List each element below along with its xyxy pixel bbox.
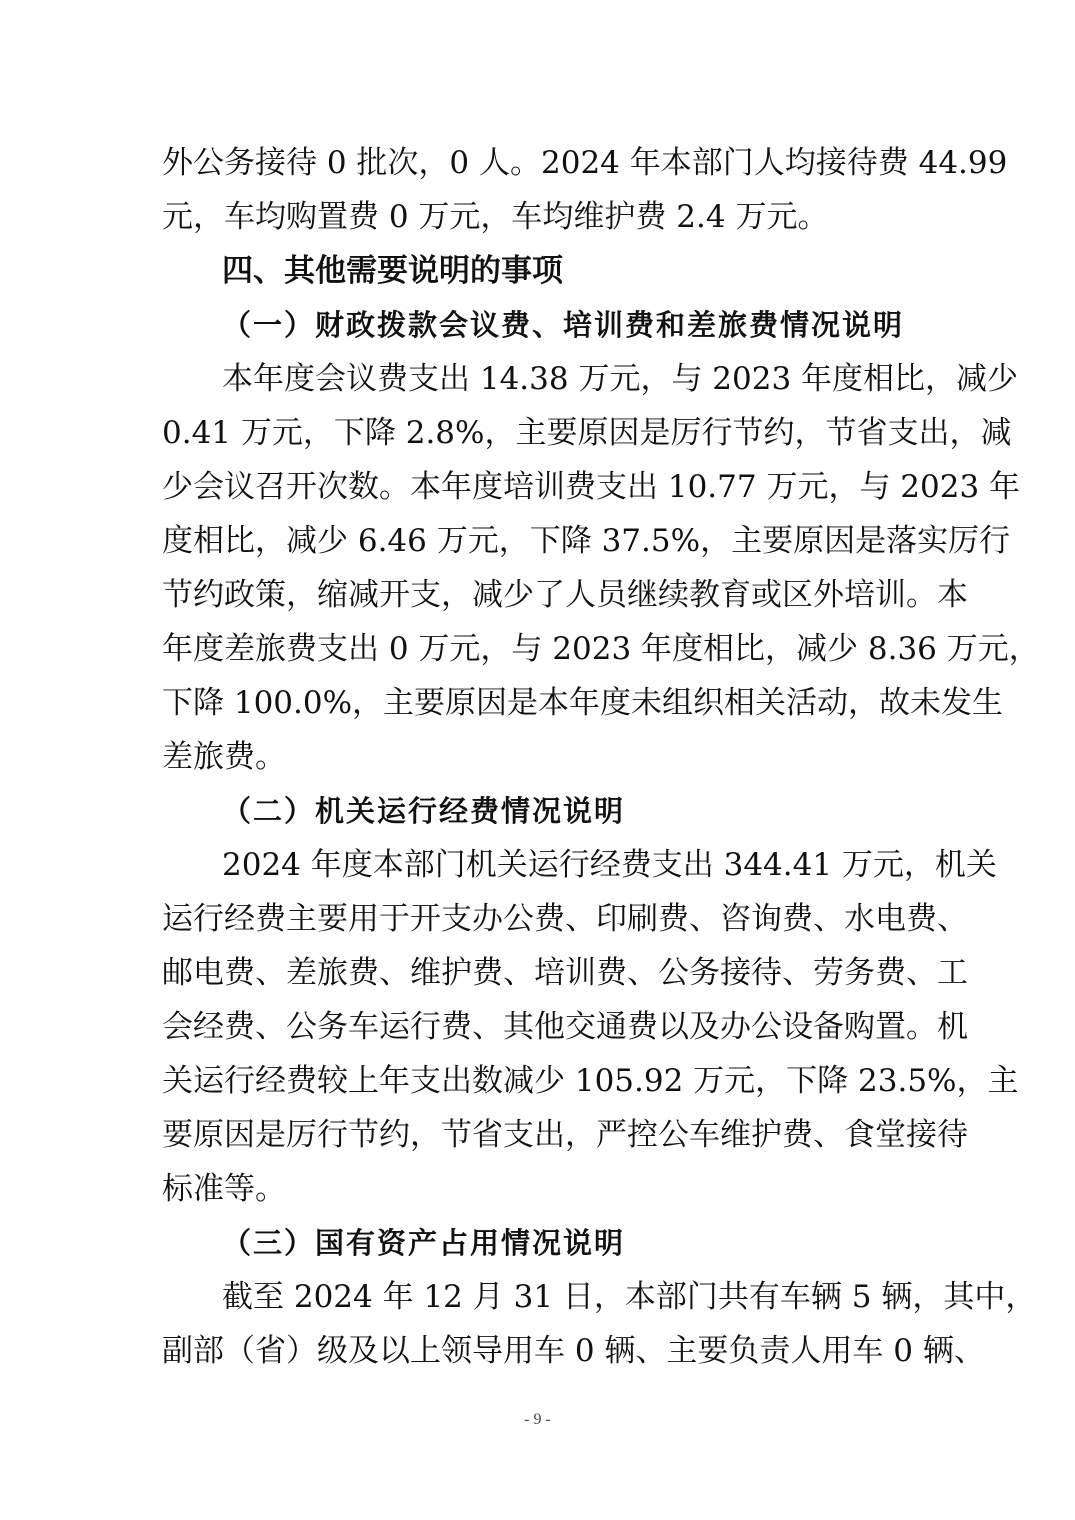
body-text-line: 运行经费主要用于开支办公费、印刷费、咨询费、水电费、 xyxy=(162,901,968,937)
subsection-heading: （一）财政拨款会议费、培训费和差旅费情况说明 xyxy=(222,308,905,342)
body-text-line: 会经费、公务车运行费、其他交通费以及办公设备购置。机 xyxy=(162,1009,968,1045)
body-text-line: 本年度会议费支出 14.38 万元，与 2023 年度相比，减少 xyxy=(222,361,1019,397)
body-text-line: 要原因是厉行节约，节省支出，严控公车维护费、食堂接待 xyxy=(162,1117,968,1153)
body-text-line: 元，车均购置费 0 万元，车均维护费 2.4 万元。 xyxy=(162,199,829,235)
body-text-line: 0.41 万元，下降 2.8%，主要原因是厉行节约，节省支出，减 xyxy=(162,415,1012,451)
page-number: - 9 - xyxy=(524,1411,551,1428)
body-text-line: 副部（省）级及以上领导用车 0 辆、主要负责人用车 0 辆、 xyxy=(162,1333,985,1369)
body-text-line: 下降 100.0%，主要原因是本年度未组织相关活动，故未发生 xyxy=(162,685,1004,721)
body-text-line: 年度差旅费支出 0 万元，与 2023 年度相比，减少 8.36 万元， xyxy=(162,631,1040,667)
body-text-line: 邮电费、差旅费、维护费、培训费、公务接待、劳务费、工 xyxy=(162,955,968,991)
section-heading: 四、其他需要说明的事项 xyxy=(222,253,563,289)
subsection-heading: （三）国有资产占用情况说明 xyxy=(222,1226,626,1260)
body-text-line: 标准等。 xyxy=(162,1171,286,1207)
body-text-line: 关运行经费较上年支出数减少 105.92 万元，下降 23.5%，主 xyxy=(162,1063,1019,1099)
body-text-line: 截至 2024 年 12 月 31 日，本部门共有车辆 5 辆，其中， xyxy=(222,1279,1037,1315)
body-text-line: 2024 年度本部门机关运行经费支出 344.41 万元，机关 xyxy=(222,847,997,883)
body-text-line: 度相比，减少 6.46 万元，下降 37.5%，主要原因是落实厉行 xyxy=(162,523,1011,559)
body-text-line: 外公务接待 0 批次，0 人。2024 年本部门人均接待费 44.99 xyxy=(162,145,1008,181)
subsection-heading: （二）机关运行经费情况说明 xyxy=(222,794,626,828)
body-text-line: 节约政策，缩减开支，减少了人员继续教育或区外培训。本 xyxy=(162,577,968,613)
body-text-line: 少会议召开次数。本年度培训费支出 10.77 万元，与 2023 年 xyxy=(162,469,1021,505)
body-text-line: 差旅费。 xyxy=(162,739,286,775)
